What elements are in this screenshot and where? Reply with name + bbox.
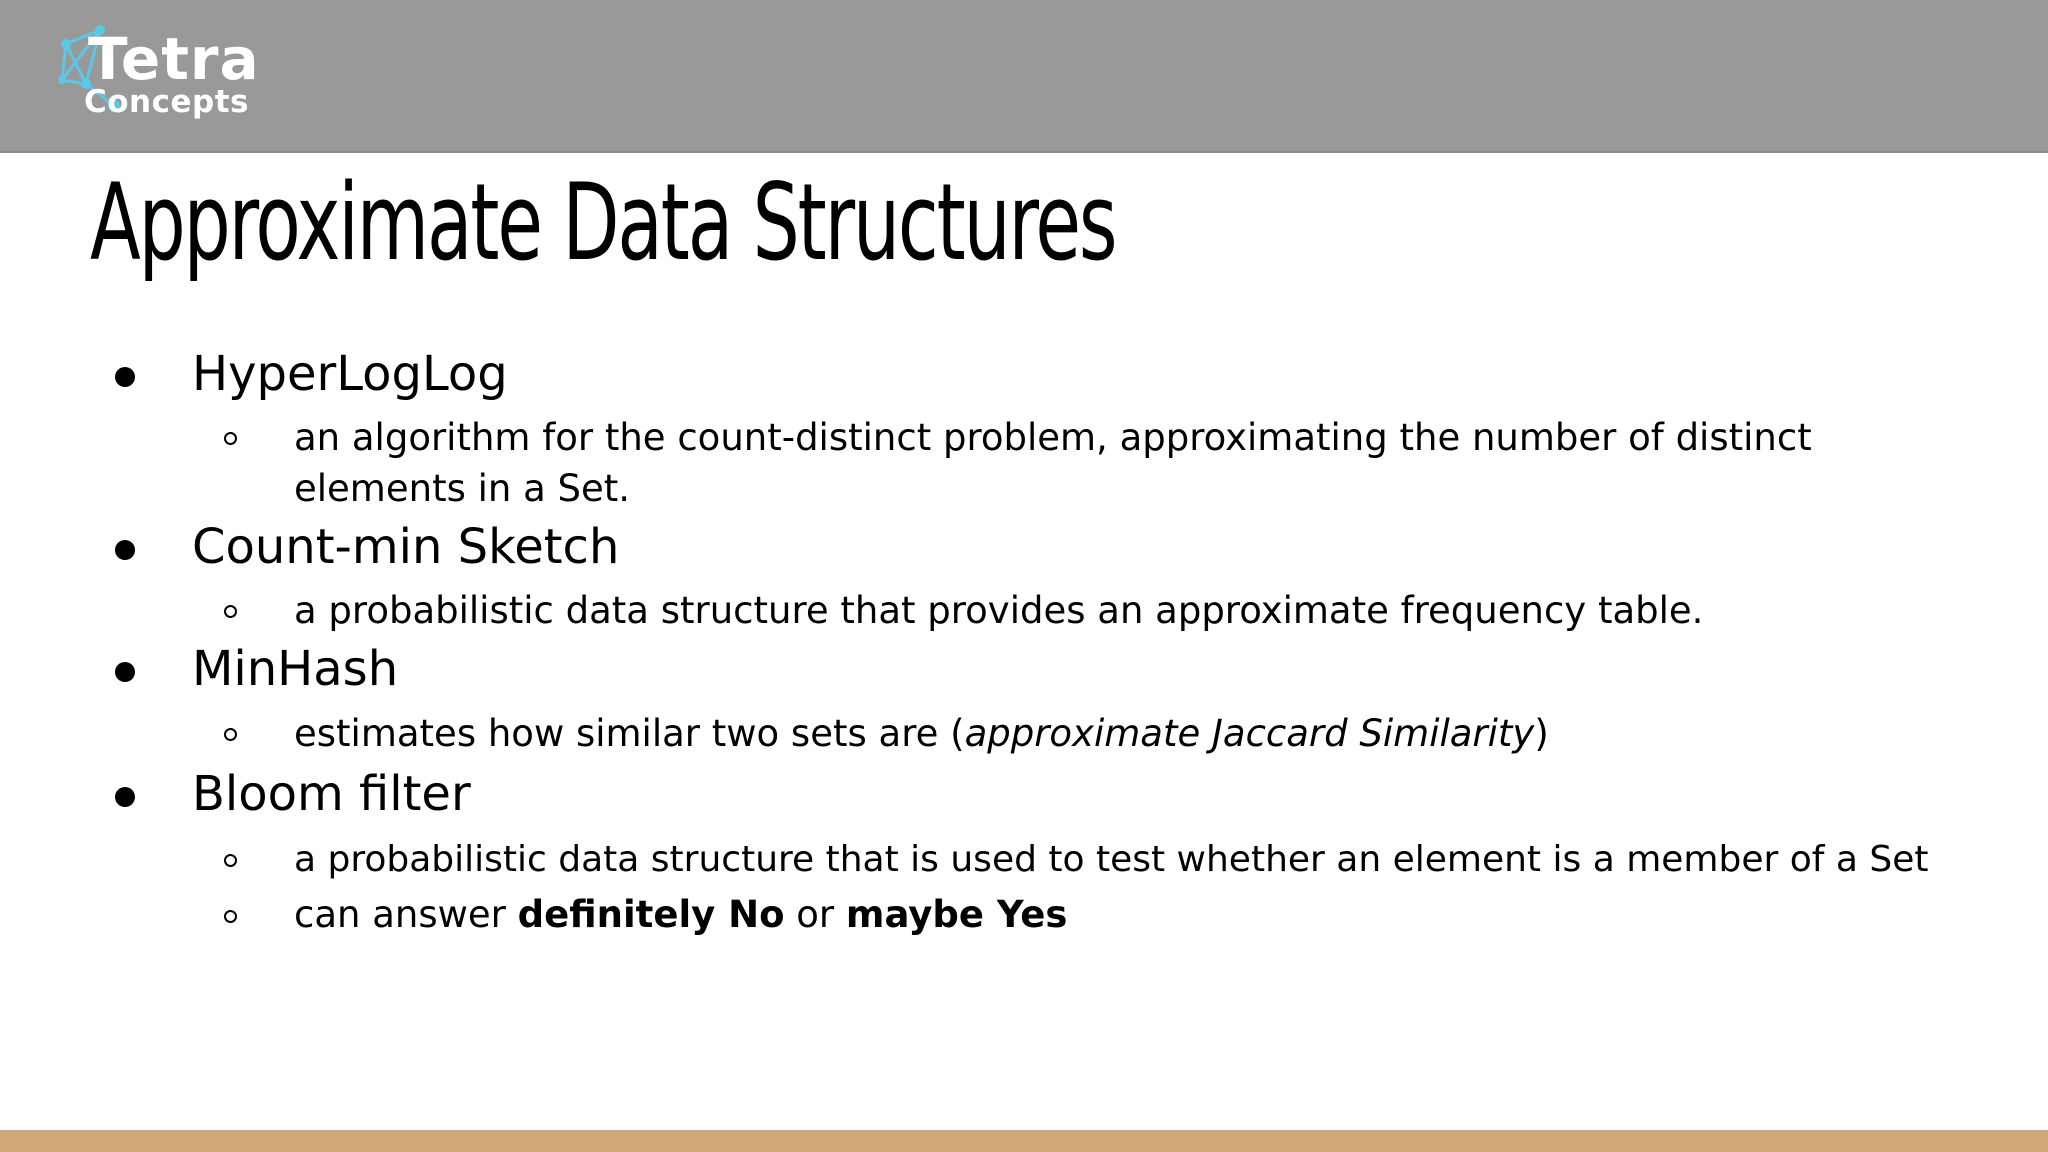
list-item-heading: MinHash <box>192 641 399 697</box>
bullet-disc-icon <box>115 540 135 560</box>
subitem-text-italic: approximate Jaccard Similarity <box>964 712 1535 755</box>
bullet-ring-icon <box>224 432 237 445</box>
subitem-text-bold: maybe Yes <box>845 893 1068 936</box>
bullet-ring-icon <box>224 854 237 867</box>
logo-text-tetra: Tetra <box>88 25 260 93</box>
bullet-disc-icon <box>115 787 135 807</box>
subitem-text-plain: ) <box>1534 712 1549 755</box>
list-item-heading: Count-min Sketch <box>192 519 620 575</box>
bullet-ring-icon <box>224 910 237 923</box>
slide-title: Approximate Data Structures <box>90 161 1116 284</box>
tetra-concepts-logo <box>56 24 260 128</box>
list-subitem-text <box>294 708 1974 759</box>
header-bar <box>0 0 2048 153</box>
list-subitem-text: an algorithm for the count-distinct problem, approximating the number of distinct elements in a Set. <box>294 416 1812 510</box>
bullet-disc-icon <box>115 367 135 387</box>
logo-text-concepts: Concepts <box>84 84 249 120</box>
bullet-disc-icon <box>115 662 135 682</box>
subitem-text-plain: or <box>784 893 846 936</box>
list-item-heading: HyperLogLog <box>192 346 508 402</box>
list-subitem-text: a probabilistic data structure that is used to test whether an element is a member of a Set <box>294 839 1929 880</box>
bullet-ring-icon <box>224 605 237 618</box>
subitem-text-plain: estimates how similar two sets are ( <box>294 712 965 755</box>
footer-bar <box>0 1130 2048 1152</box>
bullet-ring-icon <box>224 728 237 741</box>
list-item-heading: Bloom filter <box>192 766 471 822</box>
list-subitem-text: a probabilistic data structure that provides an approximate frequency table. <box>294 589 1704 632</box>
subitem-text-bold: definitely No <box>517 893 785 936</box>
list-subitem-text <box>294 889 1974 940</box>
subitem-text-plain: can answer <box>294 893 518 936</box>
